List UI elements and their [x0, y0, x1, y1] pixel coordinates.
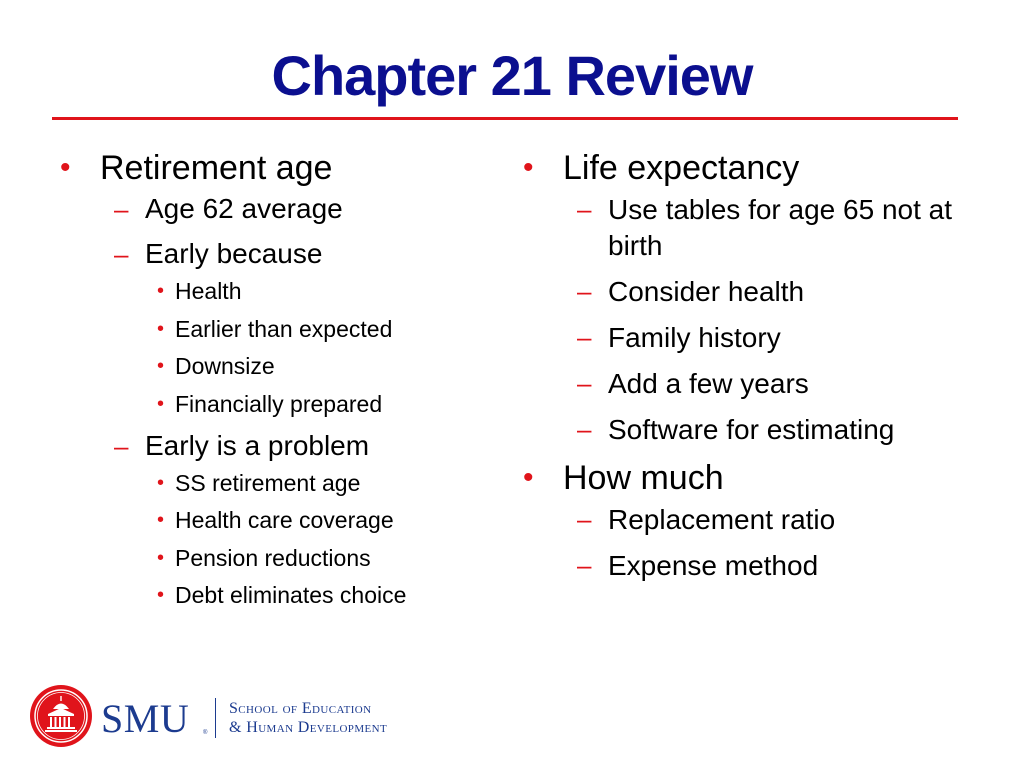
dash-icon: –: [577, 550, 592, 580]
sub-item-text: Replacement ratio: [608, 504, 836, 535]
sub-sub-item: [145, 544, 498, 572]
small-bullet-icon: •: [157, 355, 165, 377]
bullet-text: Life expectancy: [563, 149, 800, 187]
small-bullet-icon: •: [157, 317, 165, 340]
sub-item-text: Use tables for age 65 not at birth: [608, 194, 952, 261]
dash-icon: –: [577, 414, 592, 444]
sub-item-text: Add a few years: [608, 368, 809, 399]
sub-sub-item: [145, 469, 498, 497]
right-column: [521, 148, 961, 594]
sub-sub-list: [145, 469, 498, 610]
smu-wordmark: SMU: [101, 696, 190, 741]
dash-icon: –: [114, 194, 129, 224]
bullet-item: [521, 148, 961, 448]
bullet-item: [58, 148, 498, 609]
sub-sub-item: [145, 390, 498, 418]
logo-divider: [215, 698, 216, 738]
sub-item-text: Family history: [608, 322, 781, 353]
dash-icon: –: [577, 276, 592, 306]
school-name-line-2: & Human Development: [229, 719, 388, 736]
bullet-icon: •: [523, 461, 534, 494]
sub-sub-item-text: Pension reductions: [175, 544, 371, 571]
sub-list: [100, 192, 498, 609]
sub-item-text: Age 62 average: [145, 193, 343, 224]
small-bullet-icon: •: [157, 471, 165, 494]
small-bullet-icon: •: [157, 392, 165, 415]
sub-sub-item: [145, 581, 498, 609]
dash-icon: –: [114, 430, 129, 461]
school-name-line-1: School of Education: [229, 700, 372, 717]
sub-list: [563, 502, 961, 584]
sub-sub-item: [145, 506, 498, 534]
sub-item: [100, 192, 498, 226]
sub-item: [563, 412, 961, 448]
smu-footer-logo: [29, 684, 469, 748]
sub-sub-item: [145, 315, 498, 343]
sub-sub-item-text: Financially prepared: [175, 390, 383, 417]
sub-sub-item-text: Earlier than expected: [175, 315, 393, 342]
sub-sub-list: [145, 277, 498, 418]
sub-item: [100, 429, 498, 610]
sub-sub-item: [145, 277, 498, 305]
sub-item: [100, 237, 498, 418]
sub-item-text: Expense method: [608, 550, 819, 581]
small-bullet-icon: •: [157, 509, 165, 531]
sub-item: [563, 192, 961, 264]
sub-sub-item-text: Debt eliminates choice: [175, 582, 407, 608]
dash-icon: –: [577, 322, 592, 352]
sub-item: [563, 274, 961, 310]
bullet-icon: •: [60, 151, 71, 184]
trademark-symbol: ®: [203, 730, 208, 736]
smu-seal-icon: [29, 684, 93, 748]
sub-list: [563, 192, 961, 448]
bullet-text: How much: [563, 459, 724, 497]
sub-item: [563, 320, 961, 356]
dash-icon: –: [577, 504, 592, 534]
sub-item-text: Early because: [145, 238, 323, 269]
title-underline: [52, 117, 958, 120]
sub-item: [563, 502, 961, 538]
bullet-text: Retirement age: [100, 149, 333, 187]
small-bullet-icon: •: [157, 584, 165, 606]
left-column: [58, 148, 498, 620]
sub-item-text: Early is a problem: [145, 429, 370, 461]
dash-icon: –: [114, 239, 129, 269]
small-bullet-icon: •: [157, 546, 165, 569]
dash-icon: –: [577, 368, 592, 398]
small-bullet-icon: •: [157, 280, 165, 302]
slide-title: Chapter 21 Review: [271, 44, 753, 107]
sub-item-text: Consider health: [608, 276, 805, 307]
sub-sub-item-text: Health care coverage: [175, 507, 394, 533]
sub-item-text: Software for estimating: [608, 414, 895, 445]
sub-sub-item-text: Health: [175, 278, 242, 304]
bullet-icon: •: [523, 151, 534, 184]
dash-icon: –: [577, 194, 592, 224]
bullet-item: [521, 458, 961, 584]
sub-sub-item: [145, 352, 498, 380]
sub-sub-item-text: SS retirement age: [175, 469, 361, 496]
sub-sub-item-text: Downsize: [175, 353, 275, 379]
sub-item: [563, 366, 961, 402]
sub-item: [563, 548, 961, 584]
